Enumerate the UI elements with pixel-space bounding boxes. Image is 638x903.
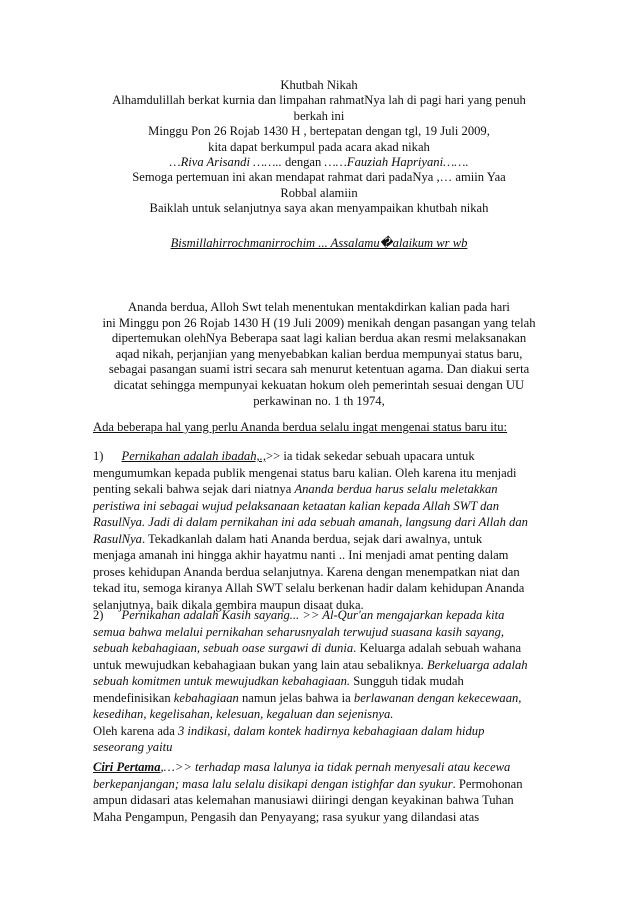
couple-names-line bbox=[80, 155, 558, 170]
point-2-line: seseorang yaitu bbox=[93, 740, 173, 754]
text-run: . Tekadkanlah dalam hati Ananda berdua, sejak dari awalnya, untuk bbox=[141, 531, 483, 546]
text-run: sebuah kebahagiaan, sebuah oase surgawi di dunia bbox=[93, 641, 354, 655]
point-1-line: tekad itu, semoga kiranya Allah SWT selalu berkenan hadir dalam kehidupan Ananda bbox=[93, 581, 525, 595]
point-2-line: semua bahwa melalui pernikahan seharusnyalah terwujud suasana kasih sayang, bbox=[93, 624, 505, 639]
text-run: RasulNya bbox=[93, 531, 142, 546]
point-1-line bbox=[93, 448, 545, 465]
header-line: berkah ini bbox=[293, 108, 345, 123]
point-2-line bbox=[93, 690, 545, 707]
text-run: berlawanan dengan kekecewaan, bbox=[353, 690, 522, 705]
intro-line: ini Minggu pon 26 Rojab 1430 H (19 Juli 2009) menikah dengan pasangan yang telah bbox=[102, 315, 536, 330]
text-run: untuk mewujudkan kebahagiaan bukan yang lain atau sebaliknya. bbox=[93, 657, 427, 672]
names-dengan: dengan bbox=[284, 155, 322, 170]
opening-salam: Bismillahirrochmanirrochim ... Assalamu�alaikum wr wb bbox=[170, 236, 468, 250]
text-run: Pernikahan adalah Kasih sayang... >> Al-Qur'an mengajarkan kepada kita bbox=[121, 608, 505, 622]
point-1-line: RasulNya. Jadi di dalam pernikahan ini ada sebuah amanah, langsung dari Allah dan bbox=[93, 515, 528, 529]
ciri-pertama-paragraph bbox=[93, 759, 545, 825]
text-run: sebuah komitmen untuk mewujudkan kebahagiaan. bbox=[93, 674, 351, 688]
intro-line: perkawinan no. 1 th 1974, bbox=[253, 393, 385, 408]
text-run: mendefinisikan bbox=[93, 690, 174, 705]
point-number: 1) bbox=[93, 449, 104, 463]
intro-line: Ananda berdua, Alloh Swt telah menentukan mentakdirkan kalian pada hari bbox=[128, 300, 510, 314]
names-suffix: ……. bbox=[443, 155, 469, 170]
names-dots: …… bbox=[321, 155, 347, 170]
point-1-line: menjaga amanah ini hingga akhir hayatmu nanti .. Ini menjadi amat penting dalam bbox=[93, 548, 509, 562]
intro-line: dicatat sehingga mempunyai kekuatan hokum oleh pemerintah sesuai dengan UU bbox=[113, 377, 525, 392]
ciri-line: ampun didasari atas kelemahan manusiawi diiringi dengan keyakinan bahwa Tuhan bbox=[93, 793, 514, 807]
text-run: kebahagiaan bbox=[173, 690, 239, 705]
text-run: . Permohonan bbox=[452, 776, 523, 791]
intro-paragraph bbox=[70, 300, 568, 409]
bride-name: Fauziah Hapriyani bbox=[346, 155, 444, 170]
section-heading: Ada beberapa hal yang perlu Ananda berdua selalu ingat mengenai status baru itu: bbox=[93, 420, 508, 434]
text-run: namun jelas bahwa ia bbox=[238, 690, 354, 705]
point-number: 2) bbox=[93, 608, 104, 622]
text-run: 3 indikasi, dalam kontek hadirnya kebahagiaan dalam hidup bbox=[177, 723, 485, 738]
text-run: Ananda berdua harus selalu meletakkan bbox=[294, 482, 498, 496]
header-line: Alhamdulillah berkat kurnia dan limpahan rahmatNya lah di pagi hari yang penuh bbox=[112, 93, 526, 108]
point-2-line bbox=[93, 607, 545, 624]
point-1-line bbox=[93, 481, 545, 498]
ciri-line: Maha Pengampun, Pengasih dan Penyayang; rasa syukur yang dilandasi atas bbox=[93, 809, 480, 824]
point-2-line bbox=[93, 673, 545, 690]
header-line: kita dapat berkumpul pada acara akad nikah bbox=[208, 139, 430, 154]
header-block bbox=[80, 78, 558, 217]
point-1-line: peristiwa ini sebagai wujud pelaksanaan ketaatan kalian kepada Allah SWT dan bbox=[93, 498, 500, 513]
document-title: Khutbah Nikah bbox=[280, 78, 358, 92]
text-run: Oleh karena ada bbox=[93, 723, 178, 738]
point-1-line: proses kehidupan Ananda berdua selanjutnya. Karena dengan menempatkan niat dan bbox=[93, 564, 520, 579]
names-dots: …….. bbox=[249, 155, 285, 170]
names-prefix: … bbox=[169, 155, 181, 170]
header-line: Robbal alamiin bbox=[280, 185, 358, 200]
text-run: ,…>> terhadap masa lalunya ia tidak pernah menyesali atau kecewa bbox=[160, 760, 511, 774]
text-run: ia tidak sekedar sebuah upacara untuk bbox=[280, 449, 475, 463]
point-1-line: mengumumkan kepada publik mengenai status baru kalian. Oleh karena itu menjadi bbox=[93, 465, 517, 480]
header-line: Baiklah untuk selanjutnya saya akan menyampaikan khutbah nikah bbox=[149, 201, 489, 216]
ciri-label: Ciri Pertama bbox=[93, 760, 161, 774]
header-line: Semoga pertemuan ini akan mendapat rahmat dari padaNya ,… amiin Yaa bbox=[132, 170, 506, 185]
point-2-line: kesedihan, kegelisahan, kelesuan, kegaluan dan sejenisnya. bbox=[93, 707, 394, 721]
text-run: . Keluarga adalah sebuah wahana bbox=[353, 641, 522, 655]
ciri-line bbox=[93, 776, 545, 793]
point-2-line bbox=[93, 640, 545, 657]
ciri-line bbox=[93, 759, 545, 776]
point-2-line bbox=[93, 723, 545, 740]
point-1-paragraph bbox=[93, 448, 545, 613]
text-run: Sungguh tidak mudah bbox=[350, 674, 464, 688]
point-2-paragraph bbox=[93, 607, 545, 756]
point-2-line bbox=[93, 657, 545, 674]
intro-line: aqad nikah, perjanjian yang menyebabkan kalian berdua mempunyai status baru, bbox=[115, 346, 523, 361]
intro-line: sebagai pasangan suami istri secara sah menurut ketentuan agama. Dan diakui serta bbox=[108, 362, 530, 377]
point-title: Pernikahan adalah ibadah,., bbox=[121, 449, 266, 463]
text-run: penting sekali bahwa sejak dari niatnya bbox=[93, 482, 295, 496]
point-1-line: selanjutnya, baik dikala gembira maupun disaat duka. bbox=[93, 597, 364, 612]
text-run: berkepanjangan; masa lalu selalu disikapi dengan istighfar dan syukur bbox=[93, 776, 453, 791]
point-1-line bbox=[93, 531, 545, 548]
text-run: Berkeluarga adalah bbox=[426, 657, 528, 672]
intro-line: dipertemukan olehNya Beberapa saat lagi kalian berdua akan resmi melaksanakan bbox=[111, 331, 527, 346]
arrow-text: >> bbox=[265, 449, 281, 463]
groom-name: Riva Arisandi bbox=[180, 155, 250, 170]
header-line: Minggu Pon 26 Rojab 1430 H , bertepatan dengan tgl, 19 Juli 2009, bbox=[148, 124, 490, 139]
